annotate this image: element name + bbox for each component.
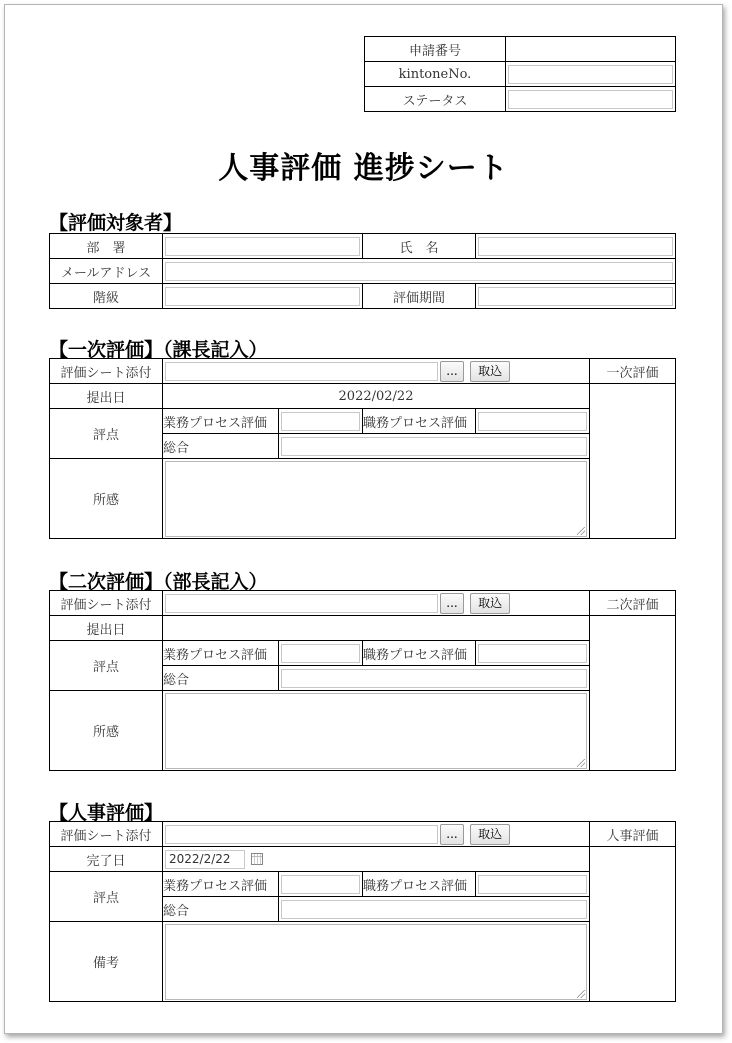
grade-field[interactable] <box>165 287 360 306</box>
hr-total-field[interactable] <box>281 900 587 919</box>
hr-import-button[interactable]: 取込 <box>470 824 510 845</box>
header-table <box>364 36 676 112</box>
second-side-label: 二次評価 <box>590 591 676 616</box>
email-field[interactable] <box>165 262 673 281</box>
status-label: ステータス <box>365 87 506 112</box>
status-field[interactable] <box>508 90 673 109</box>
second-duty-label: 職務プロセス評価 <box>363 641 476 666</box>
hr-duty-field[interactable] <box>478 875 587 894</box>
document-page <box>4 4 723 1034</box>
second-stamp-area <box>590 616 676 771</box>
first-eval-heading-paren: （課長記入） <box>163 339 268 361</box>
first-import-button[interactable]: 取込 <box>470 361 510 382</box>
second-eval-table <box>49 590 676 771</box>
first-side-label: 一次評価 <box>590 359 676 384</box>
hr-comment-label: 備考 <box>50 922 163 1002</box>
hr-side-label: 人事評価 <box>590 822 676 847</box>
first-browse-button[interactable]: ... <box>440 361 464 382</box>
page-title: 人事評価 進捗シート <box>218 151 509 186</box>
second-attach-field[interactable] <box>165 594 438 613</box>
second-browse-button[interactable]: ... <box>440 593 464 614</box>
second-date-label: 提出日 <box>50 616 163 641</box>
hr-process-field[interactable] <box>281 875 360 894</box>
first-process-label: 業務プロセス評価 <box>163 409 279 434</box>
first-score-label: 評点 <box>50 409 163 459</box>
first-eval-table <box>49 358 676 539</box>
dept-field[interactable] <box>165 237 360 256</box>
application-number-label: 申請番号 <box>365 37 506 62</box>
first-duty-label: 職務プロセス評価 <box>363 409 476 434</box>
first-total-field[interactable] <box>281 437 587 456</box>
kintone-no-label: kintoneNo. <box>365 62 506 87</box>
hr-attach-label: 評価シート添付 <box>50 822 163 847</box>
hr-total-label: 総合 <box>163 897 279 922</box>
calendar-icon[interactable] <box>251 853 263 865</box>
first-date-label: 提出日 <box>50 384 163 409</box>
application-number-value <box>506 37 676 62</box>
hr-comment-textarea[interactable] <box>165 924 587 1000</box>
second-eval-heading-main: 【二次評価】 <box>49 571 164 593</box>
hr-eval-heading: 【人事評価】 <box>49 802 164 824</box>
second-total-label: 総合 <box>163 666 279 691</box>
first-attach-label: 評価シート添付 <box>50 359 163 384</box>
first-date-value: 2022/02/22 <box>163 384 590 409</box>
second-import-button[interactable]: 取込 <box>470 593 510 614</box>
hr-eval-table <box>49 821 676 1002</box>
hr-attach-field[interactable] <box>165 825 438 844</box>
first-stamp-area <box>590 384 676 539</box>
second-process-field[interactable] <box>281 644 360 663</box>
hr-stamp-area <box>590 847 676 1002</box>
period-label: 評価期間 <box>363 284 476 309</box>
first-comment-label: 所感 <box>50 459 163 539</box>
first-duty-field[interactable] <box>478 412 587 431</box>
second-score-label: 評点 <box>50 641 163 691</box>
target-table <box>49 233 676 309</box>
second-total-field[interactable] <box>281 669 587 688</box>
hr-date-field[interactable]: 2022/2/22 <box>165 850 245 869</box>
name-field[interactable] <box>478 237 673 256</box>
target-heading: 【評価対象者】 <box>49 212 183 234</box>
first-eval-heading-main: 【一次評価】 <box>49 339 164 361</box>
first-comment-textarea[interactable] <box>165 461 587 537</box>
hr-score-label: 評点 <box>50 872 163 922</box>
hr-process-label: 業務プロセス評価 <box>163 872 279 897</box>
grade-label: 階級 <box>50 284 163 309</box>
hr-duty-label: 職務プロセス評価 <box>363 872 476 897</box>
second-comment-label: 所感 <box>50 691 163 771</box>
second-process-label: 業務プロセス評価 <box>163 641 279 666</box>
hr-browse-button[interactable]: ... <box>440 824 464 845</box>
first-attach-field[interactable] <box>165 362 438 381</box>
second-eval-heading-paren: （部長記入） <box>163 571 268 593</box>
second-attach-label: 評価シート添付 <box>50 591 163 616</box>
second-date-value <box>163 616 590 641</box>
first-process-field[interactable] <box>281 412 360 431</box>
period-field[interactable] <box>478 287 673 306</box>
second-comment-textarea[interactable] <box>165 693 587 769</box>
resize-grip-icon[interactable] <box>577 759 585 767</box>
dept-label: 部 署 <box>50 234 163 259</box>
email-label: メールアドレス <box>50 259 163 284</box>
name-label: 氏 名 <box>363 234 476 259</box>
kintone-no-field[interactable] <box>508 65 673 84</box>
hr-date-label: 完了日 <box>50 847 163 872</box>
resize-grip-icon[interactable] <box>577 990 585 998</box>
second-duty-field[interactable] <box>478 644 587 663</box>
first-total-label: 総合 <box>163 434 279 459</box>
resize-grip-icon[interactable] <box>577 527 585 535</box>
